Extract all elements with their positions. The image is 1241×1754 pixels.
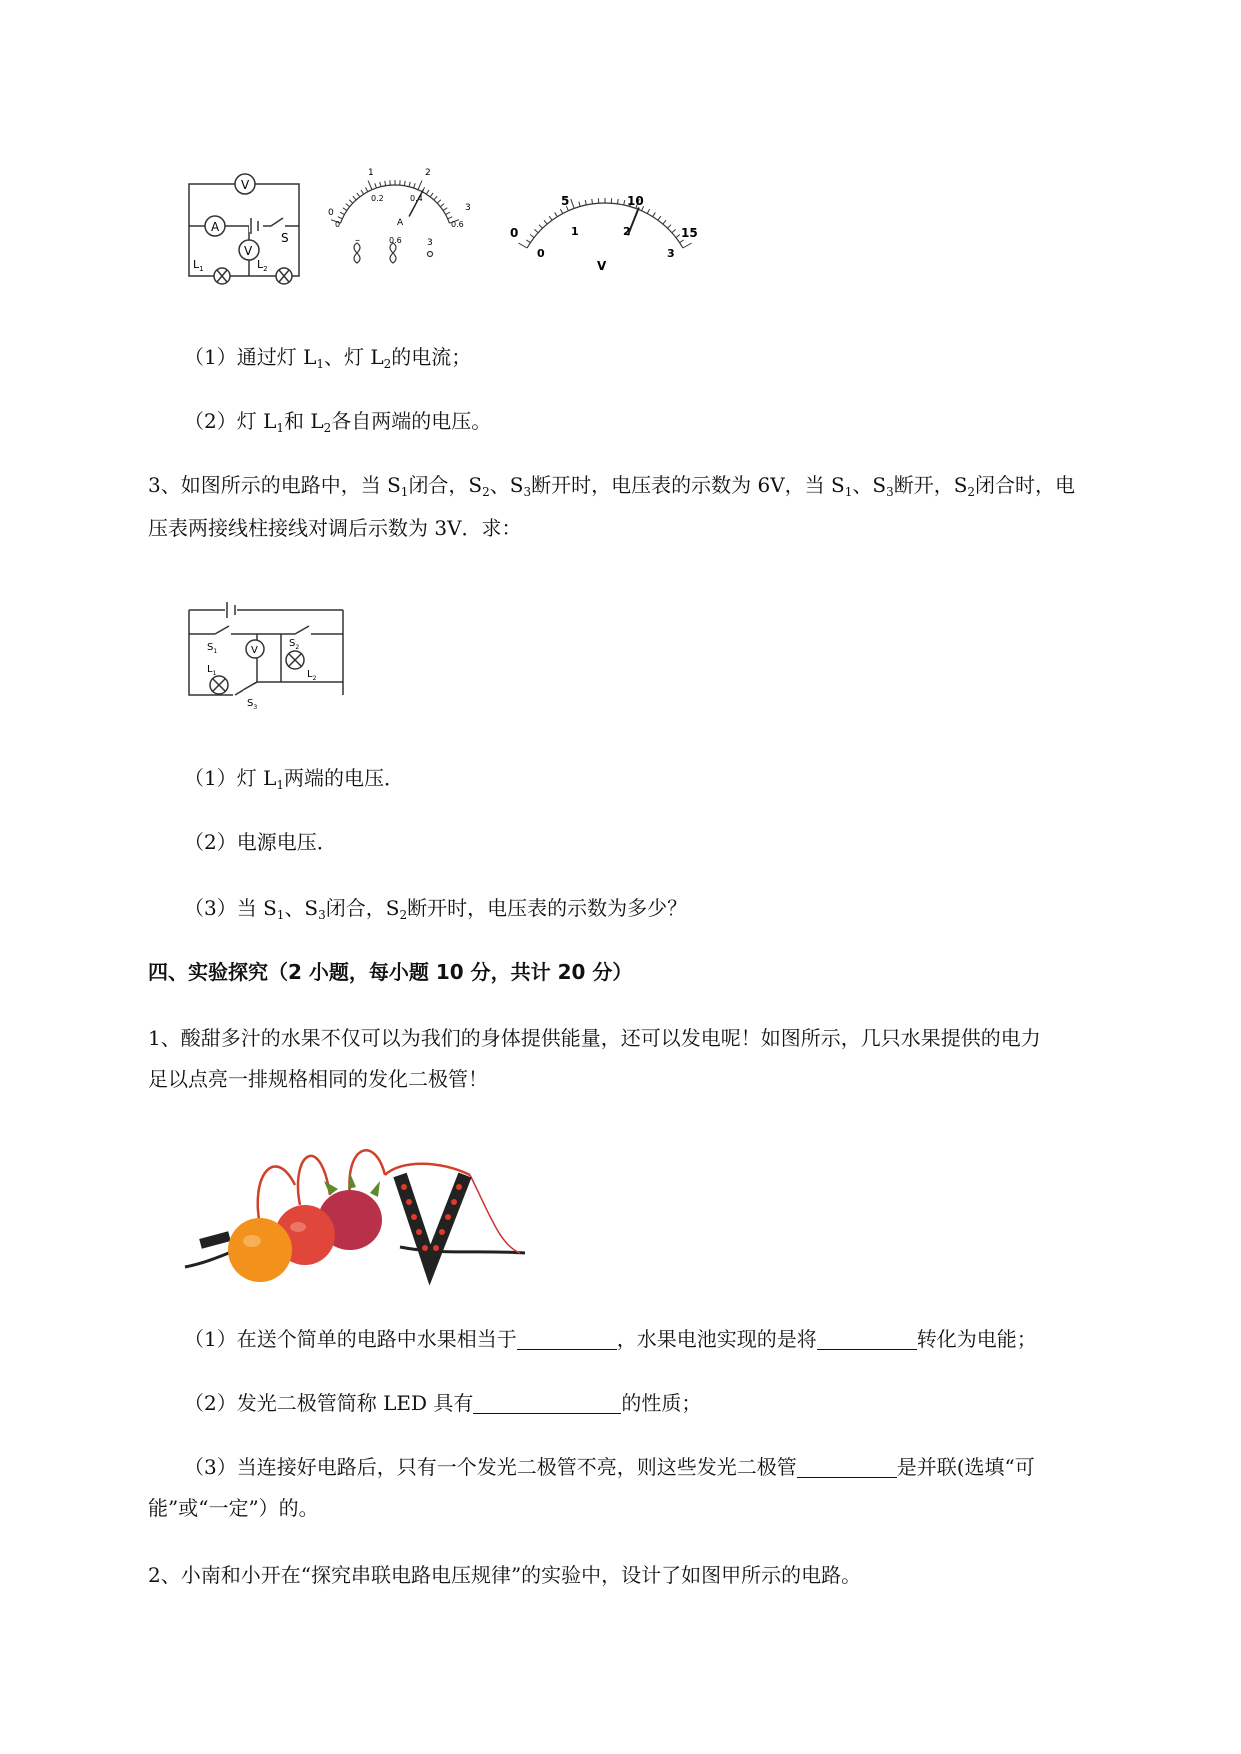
vol-tick — [518, 243, 527, 248]
q3-part3-text-d: 断开时，电压表的示数为多少？ — [407, 896, 688, 920]
amm-tick — [443, 208, 447, 211]
e1-part2-text-b: 的性质； — [621, 1391, 702, 1415]
vol-tick — [579, 202, 580, 207]
answer-blank-2[interactable] — [817, 1327, 917, 1350]
q3-text-f: 断开，S — [893, 473, 968, 497]
vol-tick — [663, 220, 666, 224]
sub-1: 1 — [316, 357, 325, 371]
sub-1: 1 — [276, 908, 285, 922]
ammeter-bottom-tick-0: 0 — [335, 220, 341, 229]
amm-tick — [414, 183, 416, 188]
section-heading: 四、实验探究（2 小题，每小题 10 分，共计 20 分） — [148, 960, 633, 984]
vol-tick — [618, 199, 619, 204]
e1-part2-text-a: （2）发光二极管简称 LED 具有 — [184, 1391, 474, 1415]
e1-part3-text-a: （3）当连接好电路后，只有一个发光二极管不亮，则这些发光二极管 — [184, 1455, 797, 1479]
amm-tick — [340, 212, 344, 214]
amm-tick — [375, 183, 377, 188]
amm-tick — [338, 217, 343, 219]
voltmeter-top-tick-1: 5 — [561, 194, 570, 208]
sub-2: 2 — [323, 421, 332, 435]
voltmeter-top-tick-2: 10 — [627, 194, 644, 208]
switch-s-label: S — [281, 231, 289, 245]
sub-1: 1 — [276, 421, 285, 435]
q2-part2-text-a: （2）灯 L — [184, 409, 277, 433]
q3-line1 — [148, 470, 1075, 500]
vol-tick — [683, 243, 692, 248]
vol-tick — [534, 229, 538, 232]
q3-text-b: 闭合，S — [408, 473, 483, 497]
circuit-diagram-2 — [185, 600, 350, 712]
q3-text-g: 闭合时，电 — [975, 473, 1076, 497]
vol-tick — [549, 216, 552, 220]
amm-tick — [365, 187, 367, 191]
vol-tick — [647, 209, 649, 213]
e1-part3-line2: 能”或“一定”）的。 — [148, 1496, 319, 1520]
voltmeter-top-tick-0: 0 — [510, 226, 519, 240]
q2-part2 — [184, 406, 491, 436]
voltmeter-bottom-tick-1: 1 — [571, 225, 579, 238]
amm-tick — [346, 204, 350, 207]
sub-2: 2 — [399, 908, 408, 922]
sub-3: 3 — [886, 485, 894, 499]
ammeter-dial — [325, 165, 475, 275]
voltmeter-bottom-tick-2: 2 — [623, 225, 631, 238]
sub-2: 2 — [482, 485, 490, 499]
voltmeter-dial — [505, 185, 705, 285]
q2-part1-text-c: 的电流； — [391, 345, 472, 369]
vol-tick — [544, 220, 547, 224]
amm-tick — [446, 212, 450, 214]
e1-part1 — [184, 1324, 1037, 1354]
lamp-l2-label: $L_2$ — [257, 258, 268, 273]
e1-part1-text-c: 转化为电能； — [916, 1327, 1037, 1351]
amm-tick — [434, 196, 437, 200]
sub-1: 1 — [400, 485, 409, 499]
sub-3: 3 — [523, 485, 532, 499]
circuit-diagram-1 — [185, 168, 305, 283]
vol-tick — [672, 229, 676, 232]
ammeter-a-label: A — [211, 220, 220, 234]
q2-part1 — [184, 342, 471, 372]
fig2-s1-label: $S_1$ — [207, 642, 218, 655]
amm-tick — [368, 181, 372, 190]
ammeter-terminal-3: 3 — [427, 238, 433, 248]
amm-tick — [361, 190, 364, 194]
sub-1: 1 — [844, 485, 853, 499]
fig2-l2-label: $L_2$ — [307, 669, 317, 682]
vol-tick — [585, 200, 586, 205]
e1-line1: 1、酸甜多汁的水果不仅可以为我们的身体提供能量，还可以发电呢！如图所示，几只水果提供的电力 — [148, 1026, 1041, 1050]
q3-part1-text-a: （1）灯 L — [184, 766, 277, 790]
q3-line2: 压表两接线柱接线对调后示数为 3V．求： — [148, 516, 522, 540]
ammeter-terminal-06: 0.6 — [389, 236, 402, 245]
vol-tick — [658, 216, 661, 220]
amm-tick — [426, 190, 429, 194]
q2-part1-text-b: 、灯 L — [324, 345, 384, 369]
vol-tick — [539, 225, 542, 229]
q3-text-a: 3、如图所示的电路中，当 S — [148, 473, 401, 497]
amm-tick — [353, 196, 356, 200]
amm-tick — [349, 200, 353, 203]
vol-tick — [653, 212, 656, 216]
ammeter-top-tick-3: 3 — [465, 203, 471, 213]
sub-1: 1 — [276, 778, 285, 792]
vol-tick — [571, 199, 574, 208]
e1-part1-text-a: （1）在送个简单的电路中水果相当于 — [184, 1327, 517, 1351]
vol-tick — [668, 225, 671, 229]
vol-tick — [676, 235, 680, 238]
q3-text-d: 断开时，电压表的示数为 6V，当 S — [531, 473, 845, 497]
voltmeter-bottom-tick-3: 3 — [667, 247, 675, 260]
e1-part3-text-b: 是并联(选填“可 — [896, 1455, 1035, 1479]
vol-tick — [560, 209, 562, 213]
ammeter-top-tick-2: 2 — [425, 168, 431, 178]
sub-3: 3 — [318, 908, 326, 922]
e1-part1-text-b: ，水果电池实现的是将 — [616, 1327, 817, 1351]
ammeter-top-tick-0: 0 — [328, 208, 334, 218]
vol-tick — [680, 240, 684, 243]
q3-text-e: 、S — [852, 473, 887, 497]
q3-part1 — [184, 763, 404, 793]
e1-part2 — [184, 1388, 701, 1418]
ammeter-bottom-tick-2: 0.4 — [410, 194, 423, 203]
ammeter-top-tick-1: 1 — [368, 168, 374, 178]
vol-tick — [624, 200, 625, 205]
vol-tick — [530, 235, 534, 238]
sub-2: 2 — [383, 357, 392, 371]
answer-blank-1[interactable] — [517, 1327, 617, 1350]
voltmeter-bottom-tick-0: 0 — [537, 247, 545, 260]
amm-tick — [430, 193, 433, 197]
e1-part3 — [184, 1452, 1035, 1482]
q2-part2-text-b: 和 L — [284, 409, 324, 433]
voltmeter-unit: V — [597, 259, 607, 273]
e2-line1: 2、小南和小开在“探究串联电路电压规律”的实验中，设计了如图甲所示的电路。 — [148, 1563, 862, 1587]
voltmeter-v1-label: V — [244, 244, 253, 258]
amm-tick — [437, 200, 441, 203]
fig2-s2-label: $S_2$ — [289, 638, 300, 651]
q2-part2-text-c: 各自两端的电压。 — [331, 409, 492, 433]
sub-2: 2 — [967, 485, 976, 499]
amm-tick — [409, 182, 410, 187]
vol-tick — [555, 212, 558, 216]
fig2-s3-label: $S_3$ — [247, 698, 258, 711]
amm-tick — [448, 217, 453, 219]
ammeter-bottom-tick-1: 0.2 — [371, 194, 384, 203]
q2-part1-text-a: （1）通过灯 L — [184, 345, 317, 369]
vol-tick — [526, 240, 530, 243]
lamp-l1-label: $L_1$ — [193, 258, 204, 273]
answer-blank-4[interactable] — [797, 1455, 897, 1478]
e1-line2: 足以点亮一排规格相同的发化二极管！ — [148, 1067, 488, 1091]
amm-tick — [404, 181, 405, 186]
fig2-voltmeter-label: V — [251, 645, 258, 656]
amm-tick — [418, 181, 422, 190]
voltmeter-v-label: V — [241, 178, 250, 192]
amm-tick — [343, 208, 347, 211]
q3-part1-text-b: 两端的电压． — [284, 766, 405, 790]
q3-part3-text-a: （3）当 S — [184, 896, 277, 920]
fruit-battery-photo — [180, 1135, 540, 1285]
ammeter-unit: A — [397, 218, 404, 228]
amm-tick — [385, 181, 386, 186]
amm-tick — [380, 182, 381, 187]
ammeter-bottom-tick-3: 0.6 — [451, 220, 464, 229]
amm-tick — [440, 204, 444, 207]
q3-part3-text-b: 、S — [284, 896, 319, 920]
q3-text-c: 、S — [489, 473, 524, 497]
amm-tick — [357, 193, 360, 197]
answer-blank-3[interactable] — [473, 1391, 621, 1414]
ammeter-terminal-coils — [354, 243, 433, 263]
fig2-l1-label: $L_1$ — [207, 664, 217, 677]
q3-part2: （2）电源电压． — [184, 830, 337, 854]
q3-part3-text-c: 闭合，S — [325, 896, 400, 920]
q3-part3 — [184, 893, 687, 923]
voltmeter-top-tick-3: 15 — [681, 226, 698, 240]
ammeter-terminal-minus: – — [355, 235, 360, 246]
vol-tick — [592, 199, 593, 204]
